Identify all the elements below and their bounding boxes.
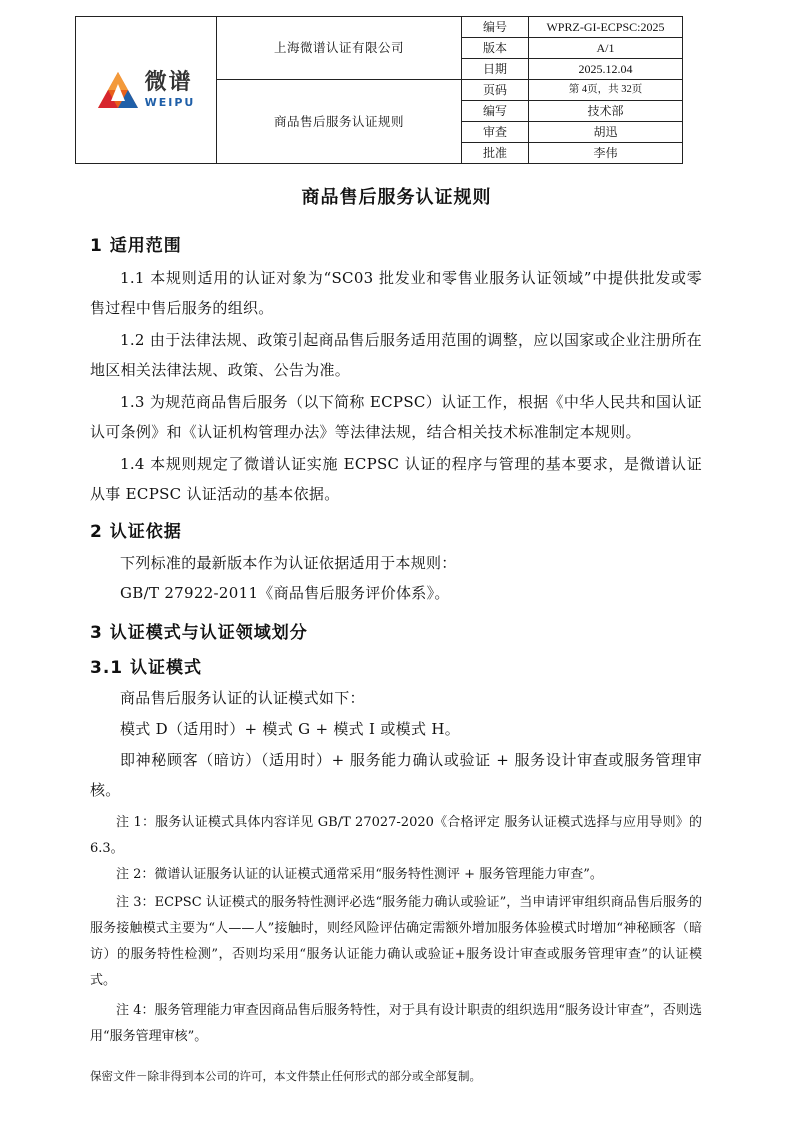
section-heading-mode: 3 认证模式与认证领域划分: [90, 623, 308, 643]
basis-intro: 下列标准的最新版本作为认证依据适用于本规则：: [120, 554, 457, 572]
field-label-reviewer: 审查: [462, 122, 529, 143]
field-value-author: 技术部: [529, 101, 683, 122]
subsection-heading-mode: 3.1 认证模式: [90, 658, 203, 678]
field-label-author: 编写: [462, 101, 529, 122]
field-value-number: WPRZ-GI-ECPSC:2025: [529, 17, 683, 38]
mode-explanation: 即神秘顾客（暗访）（适用时）+ 服务能力确认或验证 + 服务设计审查或服务管理审核。: [90, 751, 702, 799]
field-label-number: 编号: [462, 17, 529, 38]
note-1: 注 1：服务认证模式具体内容详见 GB/T 27027-2020《合格评定 服务认证模式选择与应用导则》的 6.3。: [90, 815, 702, 856]
section-heading-scope: 1 适用范围: [90, 236, 182, 256]
field-label-version: 版本: [462, 38, 529, 59]
confidentiality-footer: 保密文件－除非得到本公司的许可，本文件禁止任何形式的部分或全部复制。: [90, 1069, 481, 1083]
field-label-approver: 批准: [462, 143, 529, 164]
logo-chinese-text: 微谱: [144, 70, 193, 95]
company-name: 上海微谱认证有限公司: [217, 17, 462, 80]
header-table: [75, 16, 683, 164]
doc-title-cell: 商品售后服务认证规则: [217, 80, 462, 164]
field-value-approver: 李伟: [529, 143, 683, 164]
basis-standard: GB/T 27922-2011《商品售后服务评价体系》。: [120, 584, 450, 602]
note-2: 注 2：微谱认证服务认证的认证模式通常采用“服务特性测评 + 服务管理能力审查”。: [116, 867, 603, 882]
field-value-version: A/1: [529, 38, 683, 59]
field-value-date: 2025.12.04: [529, 59, 683, 80]
mode-formula: 模式 D（适用时）+ 模式 G + 模式 I 或模式 H。: [120, 720, 460, 738]
logo-cell: [76, 17, 217, 164]
company-logo: [76, 71, 216, 109]
field-value-reviewer: 胡迅: [529, 122, 683, 143]
logo-english-text: WEIPU: [144, 96, 196, 109]
paragraph-1-3: 1.3 为规范商品售后服务（以下简称 ECPSC）认证工作，根据《中华人民共和国认证认可条例》和《认证机构管理办法》等法律法规，结合相关技术标准制定本规则。: [90, 393, 702, 441]
document-title: 商品售后服务认证规则: [301, 187, 492, 208]
logo-mark-icon: [97, 71, 139, 109]
field-label-page: 页码: [462, 80, 529, 101]
note-3: 注 3：ECPSC 认证模式的服务特性测评必选“服务能力确认或验证”，当申请评审组织商品售后服务的服务接触模式主要为“人——人”接触时，则经风险评估确定需额外增加服务体验模式时增加“神秘顾客（暗访）的服务特性检测”，否则均采用“服务认证能力确认或验证+服务设计审查或服务管理审查”的认证模式。: [90, 895, 702, 988]
field-value-page: 第 4页，共 32页: [529, 80, 683, 101]
section-heading-basis: 2 认证依据: [90, 522, 182, 542]
paragraph-1-2: 1.2 由于法律法规、政策引起商品售后服务适用范围的调整，应以国家或企业注册所在地区相关法律法规、政策、公告为准。: [90, 331, 702, 379]
paragraph-1-4: 1.4 本规则规定了微谱认证实施 ECPSC 认证的程序与管理的基本要求，是微谱认证从事 ECPSC 认证活动的基本依据。: [90, 455, 702, 503]
field-label-date: 日期: [462, 59, 529, 80]
note-4: 注 4：服务管理能力审查因商品售后服务特性，对于具有设计职责的组织选用“服务设计审查”，否则选用“服务管理审核”。: [90, 1003, 702, 1044]
mode-intro: 商品售后服务认证的认证模式如下：: [120, 689, 365, 707]
paragraph-1-1: 1.1 本规则适用的认证对象为“SC03 批发业和零售业服务认证领域”中提供批发或零售过程中售后服务的组织。: [90, 269, 702, 317]
